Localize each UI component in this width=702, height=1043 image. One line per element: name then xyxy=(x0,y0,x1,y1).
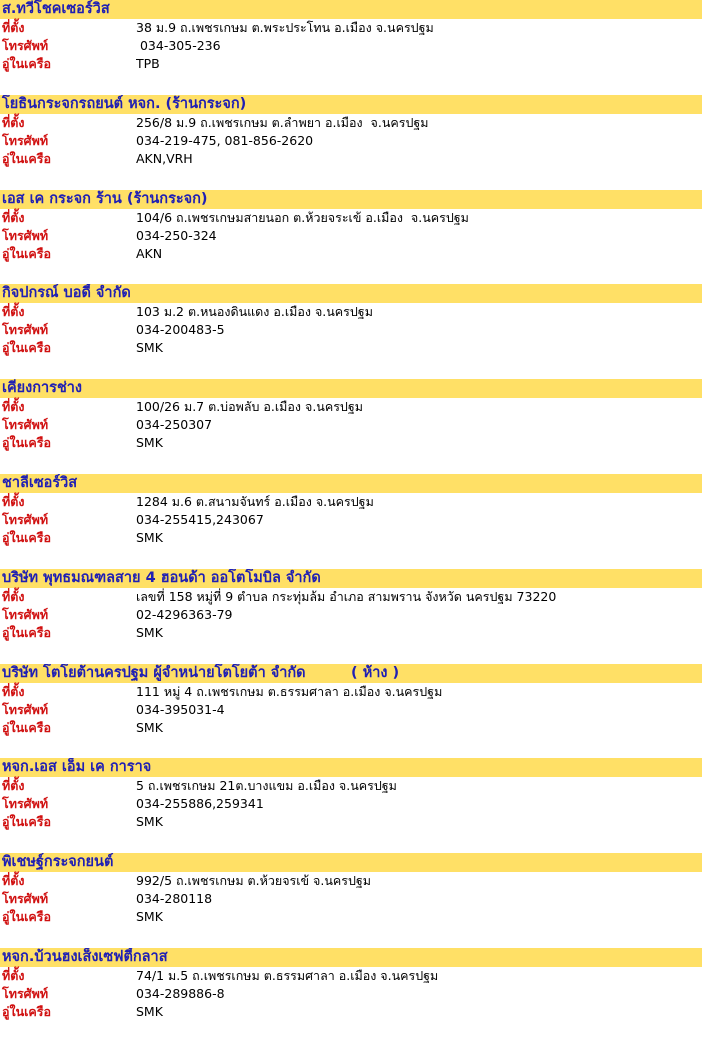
location-value: 38 ม.9 ถ.เพชรเกษม ต.พระประโทน อ.เมือง จ.นครปฐม xyxy=(136,20,434,35)
location-row xyxy=(0,967,702,985)
network-row xyxy=(0,245,702,263)
location-value: 111 หมู่ 4 ถ.เพชรเกษม ต.ธรรมศาลา อ.เมือง จ.นครปฐม xyxy=(136,683,443,699)
phone-row xyxy=(0,795,702,813)
garage-entry xyxy=(0,664,702,759)
network-label: อู่ในเครือ xyxy=(2,624,52,640)
location-row xyxy=(0,303,702,321)
garage-name: บริษัท พุทธมณฑลสาย 4 ฮอนด้า ออโตโมบิล จำกัด xyxy=(0,569,702,588)
phone-value: 034-289886-8 xyxy=(136,985,225,1001)
location-value: 100/26 ม.7 ต.บ่อพลับ อ.เมือง จ.นครปฐม xyxy=(136,399,363,415)
network-value: SMK xyxy=(136,435,163,451)
location-label: ที่ตั้ง xyxy=(2,778,25,794)
network-value: SMK xyxy=(136,624,163,640)
location-row xyxy=(0,683,702,701)
garage-entry xyxy=(0,379,702,474)
network-row xyxy=(0,55,702,73)
phone-label: โทรศัพท์ xyxy=(2,796,49,812)
phone-value: 034-219-475, 081-856-2620 xyxy=(136,132,314,148)
phone-row xyxy=(0,227,702,245)
location-value: 992/5 ถ.เพชรเกษม ต.ห้วยจรเข้ จ.นครปฐม xyxy=(136,873,372,889)
network-row xyxy=(0,813,702,831)
network-label: อู่ในเครือ xyxy=(2,56,52,71)
network-row xyxy=(0,529,702,547)
phone-row xyxy=(0,890,702,908)
garage-name: เอส เค กระจก ร้าน (ร้านกระจก) xyxy=(0,190,702,209)
phone-row xyxy=(0,132,702,150)
garage-name: โยธินกระจกรถยนต์ หจก. (ร้านกระจก) xyxy=(0,95,702,114)
network-row xyxy=(0,1003,702,1021)
garage-name: หจก.บ้วนฮงเส็งเซฟตี้กลาส xyxy=(0,948,702,967)
garage-name: บริษัท โตโยต้านครปฐม ผู้จำหน่ายโตโยต้า จำกัด ( ห้าง ) xyxy=(0,664,702,683)
network-row xyxy=(0,719,702,737)
network-value: AKN xyxy=(136,245,163,261)
location-row xyxy=(0,588,702,606)
phone-label: โทรศัพท์ xyxy=(2,511,49,527)
phone-label: โทรศัพท์ xyxy=(2,606,49,622)
phone-row xyxy=(0,416,702,434)
location-label: ที่ตั้ง xyxy=(2,873,25,889)
location-label: ที่ตั้ง xyxy=(2,20,25,35)
location-value: 256/8 ม.9 ถ.เพชรเกษม ต.ลำพยา อ.เมือง จ.นครปฐม xyxy=(136,114,429,130)
phone-value: 02-4296363-79 xyxy=(136,606,233,622)
network-label: อู่ในเครือ xyxy=(2,719,52,735)
garage-entry xyxy=(0,569,702,664)
phone-value: 034-250-324 xyxy=(136,227,217,243)
phone-label: โทรศัพท์ xyxy=(2,227,49,243)
location-label: ที่ตั้ง xyxy=(2,967,25,983)
phone-value: 034-395031-4 xyxy=(136,701,225,717)
location-label: ที่ตั้ง xyxy=(2,304,25,320)
garage-name: ชาลีเซอร์วิส xyxy=(0,474,702,493)
network-value: SMK xyxy=(136,529,163,545)
location-row xyxy=(0,493,702,511)
location-value: เลขที่ 158 หมู่ที่ 9 ตำบล กระทุ่มล้ม อำเภอ สามพราน จังหวัด นครปฐม 73220 xyxy=(136,588,557,604)
location-row xyxy=(0,19,702,37)
phone-label: โทรศัพท์ xyxy=(2,985,49,1001)
network-label: อู่ในเครือ xyxy=(2,1003,52,1019)
garage-name: ส.ทวีโชคเซอร์วิส xyxy=(0,0,702,19)
garage-name: เคี่ยงการช่าง xyxy=(0,379,702,398)
phone-value: 034-255886,259341 xyxy=(136,796,264,812)
location-value: 5 ถ.เพชรเกษม 21ต.บางแขม อ.เมือง จ.นครปฐม xyxy=(136,778,397,794)
location-row xyxy=(0,114,702,132)
network-value: SMK xyxy=(136,340,163,356)
location-value: 1284 ม.6 ต.สนามจันทร์ อ.เมือง จ.นครปฐม xyxy=(136,493,374,509)
location-value: 74/1 ม.5 ถ.เพชรเกษม ต.ธรรมศาลา อ.เมือง จ.นครปฐม xyxy=(136,967,439,983)
phone-row xyxy=(0,701,702,719)
garage-entry xyxy=(0,474,702,569)
garage-name: หจก.เอส เอ็ม เค การาจ xyxy=(0,758,702,777)
garage-name: กิจปกรณ์ บอดี้ จำกัด xyxy=(0,284,702,303)
phone-value: 034-305-236 xyxy=(136,38,221,53)
phone-value: 034-280118 xyxy=(136,891,213,907)
network-value: SMK xyxy=(136,1003,163,1019)
location-label: ที่ตั้ง xyxy=(2,493,25,509)
location-label: ที่ตั้ง xyxy=(2,588,25,604)
network-label: อู่ในเครือ xyxy=(2,814,52,830)
location-label: ที่ตั้ง xyxy=(2,683,25,699)
garage-entry xyxy=(0,948,702,1043)
phone-label: โทรศัพท์ xyxy=(2,417,49,433)
network-label: อู่ในเครือ xyxy=(2,150,52,166)
garage-name: พิเชษฐ์กระจกยนต์ xyxy=(0,853,702,872)
network-row xyxy=(0,908,702,926)
network-label: อู่ในเครือ xyxy=(2,340,52,356)
network-label: อู่ในเครือ xyxy=(2,529,52,545)
phone-row xyxy=(0,37,702,55)
network-value: SMK xyxy=(136,719,163,735)
location-label: ที่ตั้ง xyxy=(2,114,25,130)
phone-label: โทรศัพท์ xyxy=(2,132,49,148)
phone-row xyxy=(0,985,702,1003)
network-label: อู่ในเครือ xyxy=(2,909,52,925)
phone-label: โทรศัพท์ xyxy=(2,701,49,717)
network-label: อู่ในเครือ xyxy=(2,245,52,261)
network-row xyxy=(0,624,702,642)
phone-value: 034-255415,243067 xyxy=(136,511,264,527)
phone-row xyxy=(0,511,702,529)
network-row xyxy=(0,434,702,452)
garage-entry xyxy=(0,0,702,95)
location-row xyxy=(0,398,702,416)
garage-entry xyxy=(0,190,702,285)
garage-entry xyxy=(0,95,702,190)
network-value: TPB xyxy=(136,56,160,71)
network-value: AKN,VRH xyxy=(136,150,193,166)
network-label: อู่ในเครือ xyxy=(2,435,52,451)
phone-label: โทรศัพท์ xyxy=(2,38,49,53)
location-row xyxy=(0,777,702,795)
location-value: 104/6 ถ.เพชรเกษมสายนอก ต.ห้วยจระเข้ อ.เมือง จ.นครปฐม xyxy=(136,209,469,225)
location-row xyxy=(0,872,702,890)
network-row xyxy=(0,339,702,357)
location-label: ที่ตั้ง xyxy=(2,399,25,415)
garage-entry xyxy=(0,284,702,379)
network-value: SMK xyxy=(136,909,163,925)
phone-label: โทรศัพท์ xyxy=(2,891,49,907)
phone-label: โทรศัพท์ xyxy=(2,322,49,338)
network-row xyxy=(0,150,702,168)
phone-value: 034-250307 xyxy=(136,417,213,433)
location-row xyxy=(0,209,702,227)
garage-entry xyxy=(0,758,702,853)
phone-row xyxy=(0,321,702,339)
garage-entry xyxy=(0,853,702,948)
location-label: ที่ตั้ง xyxy=(2,209,25,225)
phone-value: 034-200483-5 xyxy=(136,322,225,338)
network-value: SMK xyxy=(136,814,163,830)
phone-row xyxy=(0,606,702,624)
location-value: 103 ม.2 ต.หนองดินแดง อ.เมือง จ.นครปฐม xyxy=(136,304,373,320)
